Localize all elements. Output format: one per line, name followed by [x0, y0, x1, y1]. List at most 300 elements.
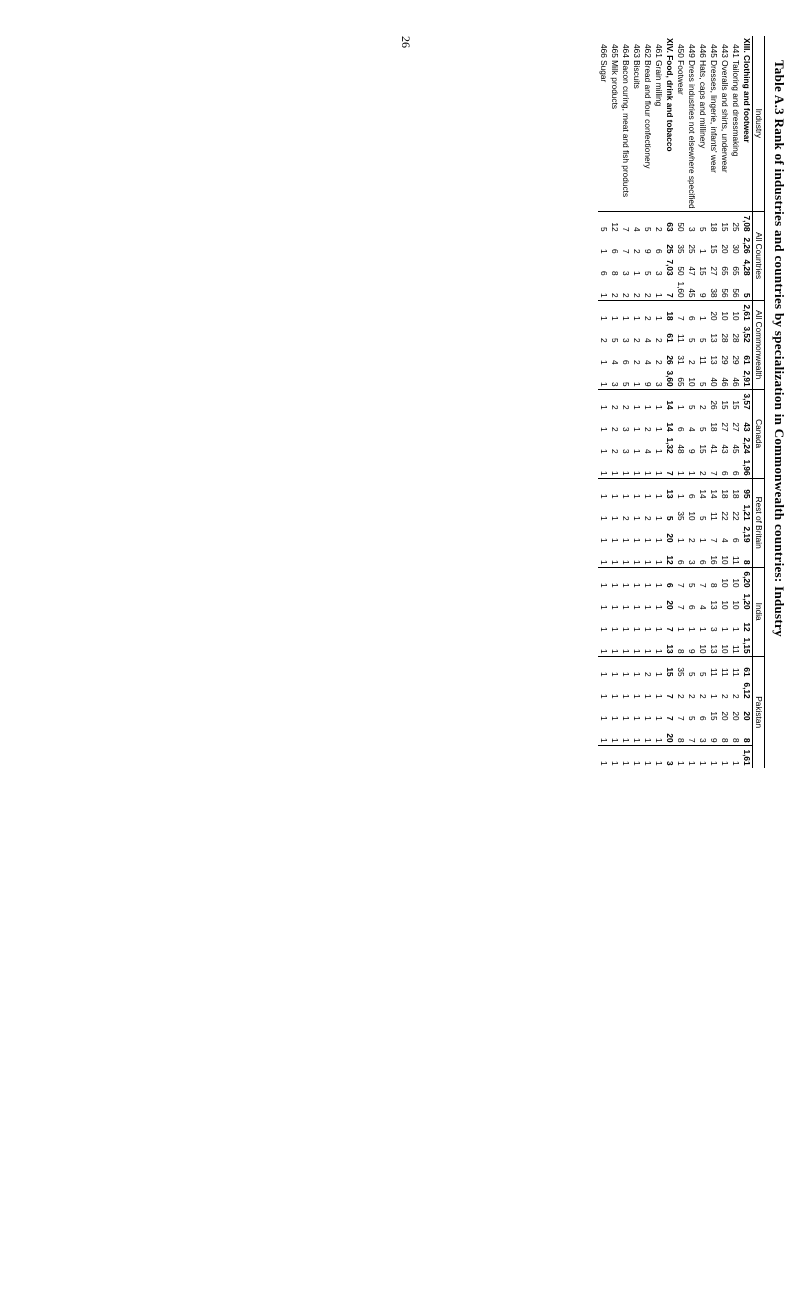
- table-cell: 22: [731, 511, 741, 521]
- table-cell: 14: [708, 478, 719, 501]
- table-cell: 2: [654, 338, 664, 343]
- table-cell: 1: [654, 471, 664, 476]
- table-cell: 1: [731, 627, 741, 632]
- table-cell: 5: [687, 338, 697, 343]
- table-cell: 2,26: [742, 237, 752, 254]
- table-cell: 29: [731, 355, 741, 365]
- table-cell: 1: [698, 249, 708, 254]
- table-cell: 1: [654, 627, 664, 632]
- table-cell: 20: [720, 244, 730, 254]
- table-cell: 5: [642, 211, 653, 234]
- table-cell: 20: [742, 711, 752, 721]
- table-cell: 10: [687, 377, 697, 387]
- table-cell: 1: [632, 738, 642, 743]
- table-cell: 5: [598, 211, 609, 234]
- table-cell: 1: [654, 293, 664, 298]
- table-cell: 1: [653, 300, 664, 323]
- table-cell: 1: [599, 605, 609, 610]
- table-cell: 1: [609, 567, 620, 590]
- table-cell: 2: [632, 338, 642, 343]
- table-cell: 2: [643, 516, 653, 521]
- table-cell: 2,19: [742, 526, 752, 543]
- table-cell: 1: [610, 649, 620, 654]
- table-cell: 1: [654, 605, 664, 610]
- table-cell: 29: [720, 355, 730, 365]
- table-cell: 1: [599, 293, 609, 298]
- row-label: 449 Dress industries not elsewhere specified: [687, 44, 697, 209]
- table-row: [730, 36, 741, 768]
- table-cell: 2: [654, 360, 664, 365]
- table-cell: 5: [698, 338, 708, 343]
- table-cell: 8: [676, 649, 686, 654]
- table-cell: 7: [665, 627, 675, 632]
- table-cell: 1,32: [665, 437, 675, 454]
- table-cell: 1: [610, 627, 620, 632]
- table-cell: 6: [720, 471, 730, 476]
- table-cell: 1: [709, 694, 719, 699]
- table-cell: 31: [676, 355, 686, 365]
- table-cell: 2: [687, 360, 697, 365]
- row-label: 450 Footwear: [676, 44, 686, 95]
- table-cell: 27: [720, 422, 730, 432]
- table-cell: 3: [664, 745, 675, 768]
- table-cell: 46: [720, 377, 730, 387]
- table-cell: 2,24: [742, 437, 752, 454]
- table-cell: 1: [643, 560, 653, 565]
- table-cell: 5: [742, 293, 752, 298]
- table-cell: 18: [709, 422, 719, 432]
- col-group-header: Rest of Britain: [753, 478, 765, 567]
- page-title: Table A.3 Rank of industries and countries by specialization in Commonwealth countries: Industry: [772, 60, 787, 637]
- table-row: [686, 36, 697, 768]
- table-cell: 45: [687, 288, 697, 298]
- table-cell: 1: [599, 471, 609, 476]
- table-cell: 1: [610, 716, 620, 721]
- table-cell: 20: [665, 533, 675, 543]
- table-cell: 20: [665, 733, 675, 743]
- table-cell: 2: [731, 694, 741, 699]
- table-cell: 1: [610, 516, 620, 521]
- table-cell: 65: [731, 266, 741, 276]
- table-cell: 14: [664, 389, 675, 412]
- table-cell: 25: [687, 244, 697, 254]
- table-cell: 5: [643, 271, 653, 276]
- table-cell: 7: [665, 716, 675, 721]
- table-cell: 7: [676, 605, 686, 610]
- table-cell: 61: [742, 355, 752, 365]
- table-cell: 1: [632, 694, 642, 699]
- table-cell: 11: [676, 334, 686, 343]
- table-cell: 65: [720, 266, 730, 276]
- table-cell: 2: [653, 211, 664, 234]
- table-cell: 6: [676, 427, 686, 432]
- table-cell: 5: [698, 382, 708, 387]
- table-cell: 2: [632, 293, 642, 298]
- row-label: 462 Bread and flour confectionery: [643, 44, 653, 169]
- table-cell: 1: [632, 516, 642, 521]
- table-cell: 1: [675, 478, 686, 501]
- table-cell: 11: [698, 356, 708, 365]
- table-cell: 1,21: [742, 504, 752, 521]
- table-row: [653, 36, 664, 768]
- table-cell: 3,52: [742, 326, 752, 343]
- table-cell: 7: [697, 567, 708, 590]
- table-cell: 1: [632, 382, 642, 387]
- table-cell: 1: [653, 567, 664, 590]
- table-cell: 15: [730, 389, 741, 412]
- table-cell: 35: [675, 656, 686, 679]
- table-cell: 1: [631, 656, 642, 679]
- table-cell: 1: [598, 478, 609, 501]
- table-cell: 1: [621, 538, 631, 543]
- table-cell: 4: [720, 538, 730, 543]
- table-cell: 1: [621, 694, 631, 699]
- table-cell: 2: [698, 471, 708, 476]
- table-cell: 1: [643, 716, 653, 721]
- table-cell: 3: [610, 382, 620, 387]
- table-body: [598, 36, 753, 768]
- table-cell: 1: [643, 694, 653, 699]
- table-cell: 65: [676, 377, 686, 387]
- table-cell: 61: [665, 333, 675, 343]
- table-cell: 7: [675, 300, 686, 323]
- table-cell: 15: [719, 389, 730, 412]
- table-cell: 18: [730, 478, 741, 501]
- table-cell: 11: [719, 656, 730, 679]
- table-cell: 13: [664, 478, 675, 501]
- row-label: 466 Sugar: [599, 44, 609, 83]
- table-cell: 9: [687, 649, 697, 654]
- table-cell: 1: [697, 745, 708, 768]
- table-cell: 4,28: [742, 259, 752, 276]
- table-cell: 1: [599, 449, 609, 454]
- table-cell: 4: [643, 338, 653, 343]
- table-row: [664, 36, 675, 768]
- table-cell: 6: [599, 271, 609, 276]
- table-cell: 20: [731, 711, 741, 721]
- table-cell: 1: [676, 538, 686, 543]
- table-cell: 1: [654, 516, 664, 521]
- table-cell: 1: [632, 449, 642, 454]
- table-cell: 1: [599, 516, 609, 521]
- table-row: [598, 36, 609, 768]
- table-cell: 18: [664, 300, 675, 323]
- table-cell: 1: [598, 300, 609, 323]
- col-group-header: Canada: [753, 389, 765, 478]
- table-cell: 2: [642, 656, 653, 679]
- table-cell: 1: [620, 656, 631, 679]
- table-cell: 6: [731, 538, 741, 543]
- table-cell: 6: [654, 249, 664, 254]
- table-cell: 2: [621, 516, 631, 521]
- table-cell: 1: [621, 605, 631, 610]
- table-cell: 4: [687, 427, 697, 432]
- table-cell: 8: [742, 738, 752, 743]
- table-cell: 1: [654, 560, 664, 565]
- table-cell: 1: [654, 649, 664, 654]
- table-cell: 10: [730, 300, 741, 323]
- table-cell: 3: [686, 211, 697, 234]
- table-cell: 1: [621, 716, 631, 721]
- table-cell: 7: [687, 738, 697, 743]
- table-cell: 16: [709, 555, 719, 565]
- table-cell: 1: [631, 567, 642, 590]
- table-cell: 1: [598, 745, 609, 768]
- table-cell: 1: [599, 382, 609, 387]
- table-cell: 1: [631, 389, 642, 412]
- table-cell: 1: [654, 694, 664, 699]
- table-cell: 1: [632, 649, 642, 654]
- table-cell: 41: [709, 444, 719, 454]
- table-cell: 12: [742, 622, 752, 632]
- table-cell: 2: [632, 360, 642, 365]
- table-cell: 43: [742, 422, 752, 432]
- table-cell: 1: [654, 716, 664, 721]
- table-cell: 1: [632, 716, 642, 721]
- table-cell: 1: [632, 271, 642, 276]
- table-cell: 1: [643, 471, 653, 476]
- table-cell: 2: [621, 293, 631, 298]
- table-cell: 1: [631, 478, 642, 501]
- table-cell: 1,20: [742, 593, 752, 610]
- table-cell: 9: [643, 382, 653, 387]
- table-cell: 61: [741, 656, 753, 679]
- table-cell: 7: [620, 211, 631, 234]
- table-cell: 26: [665, 355, 675, 365]
- table-cell: 27: [731, 422, 741, 432]
- table-cell: 30: [731, 244, 741, 254]
- table-cell: 11: [709, 512, 719, 521]
- table-cell: 7: [665, 471, 675, 476]
- data-table: [598, 36, 765, 768]
- table-cell: 5: [697, 211, 708, 234]
- table-row: [719, 36, 730, 768]
- row-label: 464 Bacon curing, meat and fish products: [621, 44, 631, 198]
- table-cell: 6: [687, 605, 697, 610]
- table-cell: 1: [610, 471, 620, 476]
- table-cell: 4: [643, 360, 653, 365]
- table-cell: 18: [719, 478, 730, 501]
- table-cell: 4: [643, 449, 653, 454]
- table-cell: 1: [676, 627, 686, 632]
- table-cell: 15: [709, 711, 719, 721]
- table-cell: 1: [610, 605, 620, 610]
- table-cell: 12: [609, 211, 620, 234]
- table-cell: 5: [697, 656, 708, 679]
- table-cell: 1: [653, 389, 664, 412]
- table-cell: 3: [621, 449, 631, 454]
- table-cell: 8: [731, 738, 741, 743]
- table-cell: 8: [742, 560, 752, 565]
- table-cell: 1: [599, 694, 609, 699]
- table-cell: 3: [621, 427, 631, 432]
- row-label: 463 Biscuits: [632, 44, 642, 89]
- table-cell: 4: [698, 605, 708, 610]
- table-cell: 3: [654, 382, 664, 387]
- table-cell: 5: [665, 516, 675, 521]
- table-cell: 3: [621, 338, 631, 343]
- table-cell: 1: [643, 538, 653, 543]
- table-cell: 5: [686, 567, 697, 590]
- table-cell: 1: [621, 627, 631, 632]
- table-cell: 1: [654, 427, 664, 432]
- table-cell: 1: [632, 627, 642, 632]
- row-label: 446 Hats, caps and millinery: [698, 44, 708, 149]
- table-cell: 1: [610, 694, 620, 699]
- table-cell: 1: [599, 627, 609, 632]
- table-cell: 1: [620, 300, 631, 323]
- table-cell: 2,91: [742, 370, 752, 387]
- table-cell: 1: [599, 360, 609, 365]
- table-cell: 11: [708, 656, 719, 679]
- table-cell: 1: [621, 560, 631, 565]
- table-cell: 1: [599, 427, 609, 432]
- table-cell: 1: [675, 389, 686, 412]
- table-cell: 10: [719, 567, 730, 590]
- table-cell: 56: [731, 288, 741, 298]
- table-cell: 10: [719, 300, 730, 323]
- table-cell: 1: [642, 389, 653, 412]
- table-cell: 1: [631, 745, 642, 768]
- table-cell: 4: [631, 211, 642, 234]
- table-cell: 10: [687, 511, 697, 521]
- table-cell: 1: [697, 300, 708, 323]
- table-cell: 13: [665, 644, 675, 654]
- row-label: 445 Dresses, lingerie, infants' wear: [709, 44, 719, 173]
- table-cell: 5: [687, 716, 697, 721]
- table-cell: 1: [730, 745, 741, 768]
- table-cell: 1,61: [741, 745, 753, 768]
- table-cell: 1: [598, 389, 609, 412]
- table-row: [675, 36, 686, 768]
- table-cell: 2: [687, 694, 697, 699]
- table-cell: 1: [720, 627, 730, 632]
- table-cell: 5: [610, 338, 620, 343]
- table-cell: 28: [720, 333, 730, 343]
- table-cell: 15: [664, 656, 675, 679]
- table-cell: 10: [698, 644, 708, 654]
- table-cell: 1: [653, 656, 664, 679]
- table-cell: 1: [598, 656, 609, 679]
- table-cell: 6: [698, 560, 708, 565]
- table-cell: 25: [730, 211, 741, 234]
- table-cell: 6: [676, 560, 686, 565]
- table-cell: 1: [632, 538, 642, 543]
- table-cell: 2: [720, 694, 730, 699]
- table-cell: 1: [643, 627, 653, 632]
- table-cell: 2: [643, 293, 653, 298]
- table-cell: 6: [610, 249, 620, 254]
- table-cell: 2: [610, 427, 620, 432]
- table-cell: 3: [698, 738, 708, 743]
- table-cell: 1: [599, 716, 609, 721]
- table-cell: 2: [610, 449, 620, 454]
- table-cell: 11: [731, 556, 741, 565]
- table-cell: 3,60: [665, 370, 675, 387]
- table-cell: 1: [632, 427, 642, 432]
- row-label: XIII. Clothing and footwear: [742, 38, 752, 143]
- table-cell: 2: [676, 694, 686, 699]
- table-cell: 20: [665, 600, 675, 610]
- table-cell: 2: [697, 389, 708, 412]
- table-cell: 9: [698, 293, 708, 298]
- table-cell: 1: [609, 656, 620, 679]
- table-cell: 2: [632, 249, 642, 254]
- table-cell: 14: [665, 422, 675, 432]
- table-cell: 5: [686, 389, 697, 412]
- table-row: [642, 36, 653, 768]
- table-cell: 6: [664, 567, 675, 590]
- table-cell: 2: [609, 389, 620, 412]
- table-cell: 1: [599, 249, 609, 254]
- table-cell: 63: [664, 211, 675, 234]
- table-cell: 1: [698, 627, 708, 632]
- table-cell: 4: [610, 360, 620, 365]
- table-cell: 40: [709, 377, 719, 387]
- table-cell: 7: [665, 293, 675, 298]
- table-cell: 7: [621, 249, 631, 254]
- table-cell: 15: [709, 244, 719, 254]
- table-cell: 1: [654, 538, 664, 543]
- table-cell: 1: [653, 745, 664, 768]
- table-cell: 10: [720, 555, 730, 565]
- table-cell: 35: [676, 511, 686, 521]
- table-cell: 15: [719, 211, 730, 234]
- table-cell: 20: [720, 711, 730, 721]
- table-cell: 6: [698, 716, 708, 721]
- table-cell: 1: [653, 478, 664, 501]
- table-cell: 15: [698, 444, 708, 454]
- table-cell: 13: [709, 600, 719, 610]
- table-cell: 1: [599, 560, 609, 565]
- table-cell: 2: [642, 300, 653, 323]
- table-cell: 6: [686, 300, 697, 323]
- table-cell: 1: [676, 471, 686, 476]
- table-cell: 35: [676, 244, 686, 254]
- table-cell: 8: [610, 271, 620, 276]
- table-cell: 56: [720, 288, 730, 298]
- table-cell: 3: [621, 271, 631, 276]
- table-cell: 5: [698, 427, 708, 432]
- table-cell: 11: [730, 656, 741, 679]
- table-cell: 1: [599, 649, 609, 654]
- row-label: 441 Tailoring and dressmaking: [731, 44, 741, 157]
- table-cell: 7: [675, 567, 686, 590]
- table-cell: 1: [643, 605, 653, 610]
- table-cell: 14: [697, 478, 708, 501]
- table-cell: 7: [676, 716, 686, 721]
- table-cell: 11: [731, 645, 741, 654]
- table-cell: 1: [698, 538, 708, 543]
- table-cell: 1,60: [676, 281, 686, 298]
- table-cell: 95: [741, 478, 753, 501]
- table-cell: 1: [631, 300, 642, 323]
- table-cell: 2: [687, 538, 697, 543]
- table-cell: 2: [620, 389, 631, 412]
- industry-header: Industry: [753, 36, 765, 211]
- table-cell: 43: [720, 444, 730, 454]
- table-cell: 1: [598, 567, 609, 590]
- table-cell: 1: [675, 745, 686, 768]
- table-cell: 12: [665, 555, 675, 565]
- table-cell: 1: [632, 560, 642, 565]
- table-cell: 7: [709, 538, 719, 543]
- col-group-header: India: [753, 567, 765, 656]
- table-cell: 1: [719, 745, 730, 768]
- table-cell: 6,12: [742, 682, 752, 699]
- table-cell: 10: [720, 600, 730, 610]
- table-cell: 1: [621, 649, 631, 654]
